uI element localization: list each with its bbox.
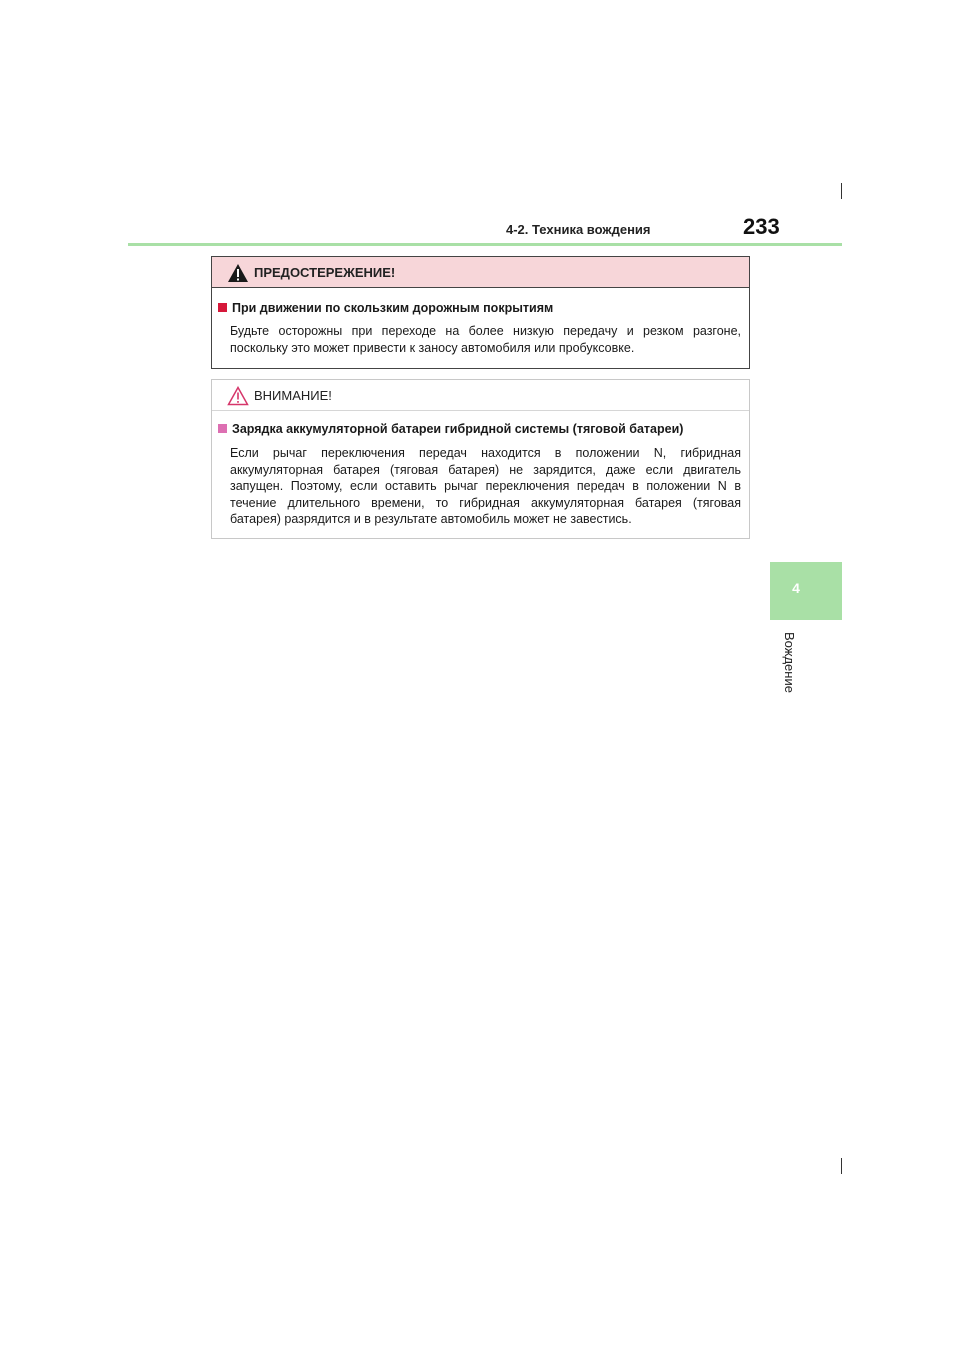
- page-header: [128, 212, 842, 246]
- red-square-bullet-icon: [218, 303, 227, 312]
- crop-mark-top: [841, 183, 842, 199]
- notice-item-title: [218, 422, 683, 436]
- warning-box-title: ПРЕДОСТЕРЕЖЕНИЕ!: [254, 265, 396, 280]
- warning-triangle-outline-icon: [227, 386, 249, 406]
- notice-box-title: ВНИМАНИЕ!: [254, 388, 332, 403]
- notice-item-title-text: Зарядка аккумуляторной батареи гибридной системы (тяговой батареи): [232, 422, 684, 436]
- warning-item-title-text: При движении по скользким дорожным покрытиям: [232, 301, 554, 315]
- notice-item-text: Если рычаг переключения передач находится в положении N, гибридная аккумуляторная батарея (тяговая батарея) не зарядится, даже если двигатель запущен. Поэтому, если оставить рычаг переключения передач в положении N в течение длительного времени, то гибридная аккумуляторная батарея (тяговая батарея) разрядится и в результате автомобиль может не завестись.: [230, 446, 741, 526]
- header-rule: [128, 243, 842, 246]
- chapter-number: 4: [792, 580, 800, 596]
- warning-item-title: [218, 301, 553, 315]
- notice-box: [211, 379, 750, 539]
- chapter-tab: [770, 562, 842, 620]
- page-number: 233: [743, 214, 780, 239]
- warning-box: [211, 256, 750, 369]
- notice-box-header: [212, 380, 749, 411]
- crop-mark-bottom: [841, 1158, 842, 1174]
- warning-triangle-filled-icon: [227, 263, 249, 283]
- warning-box-header: [212, 257, 749, 288]
- warning-item-text: Будьте осторожны при переходе на более низкую передачу и резком разгоне, поскольку это может привести к заносу автомобиля или пробуксовке.: [230, 324, 741, 355]
- section-title: 4-2. Техника вождения: [506, 222, 651, 237]
- pink-square-bullet-icon: [218, 424, 227, 433]
- chapter-label: Вождение: [782, 632, 797, 693]
